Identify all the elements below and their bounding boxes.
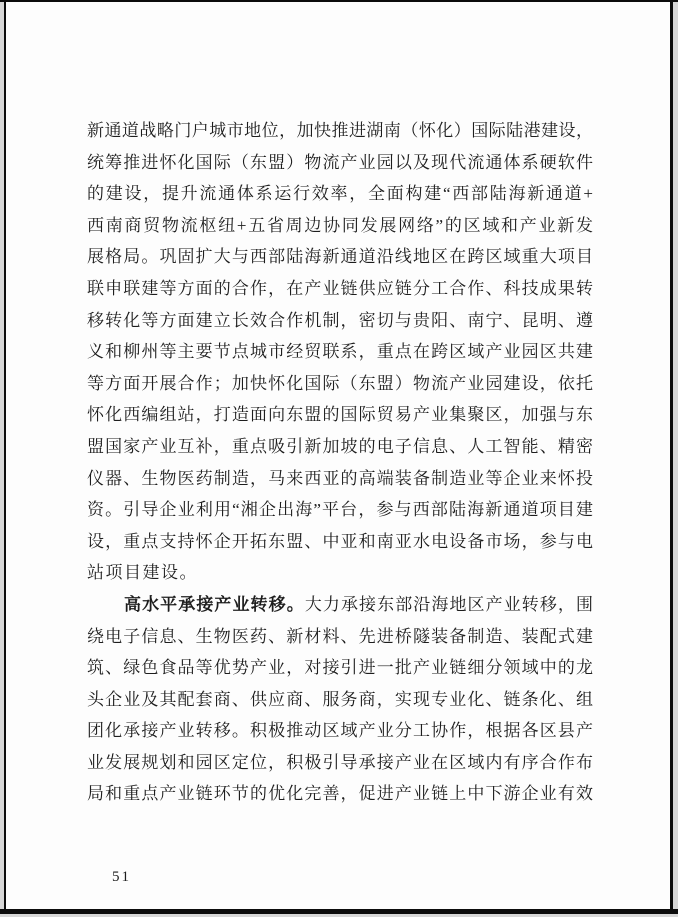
text-line: 局和重点产业链环节的优化完善，促进产业链上中下游企业有效 (87, 784, 593, 804)
text-line: 筑、绿色食品等优势产业，对接引进一批产业链细分领域中的龙 (87, 658, 593, 678)
page-border-top (0, 0, 678, 2)
text-line: 联申联建等方面的合作，在产业链供应链分工合作、科技成果转 (87, 278, 593, 298)
text-line: 西南商贸物流枢纽+五省周边协同发展网络”的区域和产业新发 (87, 215, 593, 235)
text-line: 怀化西编组站，打造面向东盟的国际贸易产业集聚区，加强与东 (87, 405, 593, 425)
paragraph-lead-bold: 高水平承接产业转移。 (124, 594, 305, 614)
page-body-text (87, 115, 593, 810)
text-line: 盟国家产业互补，重点吸引新加坡的电子信息、人工智能、精密 (87, 436, 593, 456)
text-line: 站项目建设。 (87, 563, 198, 583)
text-line: 等方面开展合作；加快怀化国际（东盟）物流产业园建设，依托 (87, 373, 593, 393)
text-line: 统筹推进怀化国际（东盟）物流产业园以及现代流通体系硬软件 (87, 152, 593, 172)
text-line: 设，重点支持怀企开拓东盟、中亚和南亚水电设备市场，参与电 (87, 531, 593, 551)
text-line: 团化承接产业转移。积极推动区域产业分工协作，根据各区县产 (87, 721, 593, 741)
text-line: 高水平承接产业转移。大力承接东部沿海地区产业转移，围 (124, 594, 593, 614)
page-border-right (670, 0, 673, 914)
text-line: 绕电子信息、生物医药、新材料、先进桥隧装备制造、装配式建 (87, 626, 593, 646)
page-border-left (4, 0, 6, 914)
text-line: 仪器、生物医药制造，马来西亚的高端装备制造业等企业来怀投 (87, 468, 593, 488)
text-line: 展格局。巩固扩大与西部陆海新通道沿线地区在跨区域重大项目 (87, 247, 593, 267)
paragraph (87, 589, 593, 810)
text-line: 资。引导企业利用“湘企出海”平台，参与西部陆海新通道项目建 (87, 500, 593, 520)
text-line: 移转化等方面建立长效合作机制，密切与贵阳、南宁、昆明、遵 (87, 310, 593, 330)
paragraph (87, 115, 593, 589)
text-line: 业发展规划和园区定位，积极引导承接产业在区域内有序合作布 (87, 752, 593, 772)
page-number: 51 (112, 869, 131, 885)
text-line: 头企业及其配套商、供应商、服务商，实现专业化、链条化、组 (87, 689, 593, 709)
text-line: 新通道战略门户城市地位，加快推进湖南（怀化）国际陆港建设， (87, 121, 593, 140)
text-line: 的建设，提升流通体系运行效率，全面构建“西部陆海新通道+ (87, 184, 593, 204)
text-line: 义和柳州等主要节点城市经贸联系，重点在跨区域产业园区共建 (87, 342, 593, 362)
page-border-bottom (0, 909, 678, 914)
